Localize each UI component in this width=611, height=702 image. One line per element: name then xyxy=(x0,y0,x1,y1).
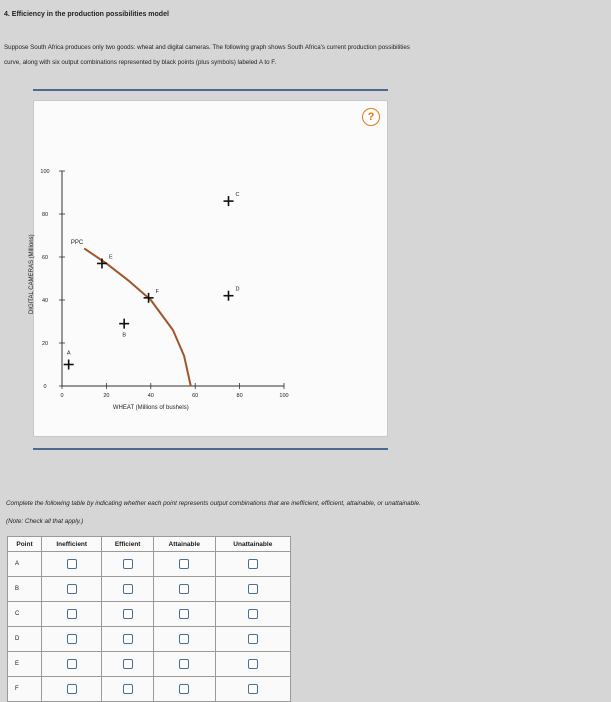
x-tick-label: 80 xyxy=(236,393,243,399)
table-header-row xyxy=(8,537,291,552)
x-tick-label: 100 xyxy=(279,393,289,399)
cell-inefficient xyxy=(42,577,102,602)
checkbox-inefficient-b[interactable] xyxy=(67,584,77,594)
cell-inefficient xyxy=(42,552,102,577)
checkbox-efficient-a[interactable] xyxy=(123,559,133,569)
table-row xyxy=(8,552,291,577)
checkbox-efficient-f[interactable] xyxy=(123,684,133,694)
header-inefficient: Inefficient xyxy=(42,537,102,552)
point-a xyxy=(64,351,74,370)
y-tick-label: 20 xyxy=(41,341,49,347)
checkbox-attainable-a[interactable] xyxy=(179,559,189,569)
checkbox-inefficient-a[interactable] xyxy=(67,559,77,569)
question-title: 4. Efficiency in the production possibilities model xyxy=(4,11,169,18)
cell-attainable xyxy=(153,677,215,702)
point-c xyxy=(224,192,240,206)
cell-unattainable xyxy=(215,677,290,702)
help-icon[interactable]: ? xyxy=(362,108,380,126)
cell-efficient xyxy=(102,652,153,677)
checkbox-efficient-c[interactable] xyxy=(123,609,133,619)
checkbox-efficient-e[interactable] xyxy=(123,659,133,669)
table-row xyxy=(8,577,291,602)
cell-attainable xyxy=(153,652,215,677)
checkbox-attainable-e[interactable] xyxy=(179,659,189,669)
checkbox-attainable-d[interactable] xyxy=(179,634,189,644)
cell-inefficient xyxy=(42,677,102,702)
efficiency-table xyxy=(7,536,291,702)
cell-unattainable xyxy=(215,652,290,677)
checkbox-unattainable-c[interactable] xyxy=(248,609,258,619)
table-row xyxy=(8,677,291,702)
checkbox-attainable-f[interactable] xyxy=(179,684,189,694)
checkbox-efficient-d[interactable] xyxy=(123,634,133,644)
section-divider-bottom xyxy=(33,448,388,450)
point-label-d: D xyxy=(235,286,240,293)
cell-efficient xyxy=(102,577,153,602)
point-label-a: A xyxy=(66,350,71,357)
x-tick-label: 40 xyxy=(147,393,154,399)
header-attainable: Attainable xyxy=(153,537,215,552)
ppc-label: PPC xyxy=(70,240,84,247)
checkbox-unattainable-f[interactable] xyxy=(248,684,258,694)
ppc-curve xyxy=(84,248,191,386)
checkbox-inefficient-c[interactable] xyxy=(67,609,77,619)
cell-attainable xyxy=(153,602,215,627)
cell-efficient xyxy=(102,677,153,702)
point-label: F xyxy=(8,677,42,702)
cell-attainable xyxy=(153,627,215,652)
point-label-f: F xyxy=(155,288,159,295)
table-row xyxy=(8,652,291,677)
table-instructions: Complete the following table by indicating whether each point represents output combinations that are inefficient, efficient, attainable, or unattainable. xyxy=(6,500,421,507)
checkbox-unattainable-e[interactable] xyxy=(248,659,258,669)
y-tick-label: 40 xyxy=(41,298,49,304)
cell-unattainable xyxy=(215,577,290,602)
checkbox-unattainable-a[interactable] xyxy=(248,559,258,569)
checkbox-attainable-c[interactable] xyxy=(179,609,189,619)
point-label: D xyxy=(8,627,42,652)
point-label: C xyxy=(8,602,42,627)
cell-efficient xyxy=(102,627,153,652)
y-tick-label: 100 xyxy=(40,169,50,175)
chart-axes xyxy=(40,169,288,399)
checkbox-inefficient-d[interactable] xyxy=(67,634,77,644)
checkbox-unattainable-d[interactable] xyxy=(248,634,258,644)
cell-unattainable xyxy=(215,602,290,627)
header-efficient: Efficient xyxy=(102,537,153,552)
cell-attainable xyxy=(153,552,215,577)
point-label-c: C xyxy=(235,192,240,199)
point-label-e: E xyxy=(108,254,113,261)
intro-line-2: curve, along with six output combinations represented by black points (plus symbols) labeled A to F. xyxy=(4,59,277,66)
header-unattainable: Unattainable xyxy=(215,537,290,552)
table-row xyxy=(8,627,291,652)
checkbox-inefficient-e[interactable] xyxy=(67,659,77,669)
table-note: (Note: Check all that apply.) xyxy=(6,518,84,525)
y-tick-label: 60 xyxy=(41,255,49,261)
x-tick-label: 0 xyxy=(60,393,64,399)
y-tick-label: 80 xyxy=(41,212,49,218)
cell-inefficient xyxy=(42,602,102,627)
cell-inefficient xyxy=(42,627,102,652)
x-tick-label: 60 xyxy=(192,393,199,399)
point-label: E xyxy=(8,652,42,677)
header-point: Point xyxy=(8,537,42,552)
point-label-b: B xyxy=(122,332,126,339)
x-axis-label: WHEAT (Millions of bushels) xyxy=(112,405,189,411)
table-row xyxy=(8,602,291,627)
cell-unattainable xyxy=(215,627,290,652)
point-label: B xyxy=(8,577,42,602)
checkbox-attainable-b[interactable] xyxy=(179,584,189,594)
checkbox-unattainable-b[interactable] xyxy=(248,584,258,594)
point-b xyxy=(119,319,129,339)
y-tick-label: 0 xyxy=(43,384,47,390)
cell-efficient xyxy=(102,602,153,627)
point-d xyxy=(224,287,240,301)
cell-inefficient xyxy=(42,652,102,677)
intro-line-1: Suppose South Africa produces only two goods: wheat and digital cameras. The following graph shows South Africa's current production possibilities xyxy=(4,44,410,51)
chart-points xyxy=(64,192,240,369)
cell-efficient xyxy=(102,552,153,577)
y-axis-label: DIGITAL CAMERAS (Millions) xyxy=(29,234,35,315)
cell-unattainable xyxy=(215,552,290,577)
checkbox-inefficient-f[interactable] xyxy=(67,684,77,694)
checkbox-efficient-b[interactable] xyxy=(123,584,133,594)
cell-attainable xyxy=(153,577,215,602)
point-label: A xyxy=(8,552,42,577)
x-tick-label: 20 xyxy=(103,393,110,399)
